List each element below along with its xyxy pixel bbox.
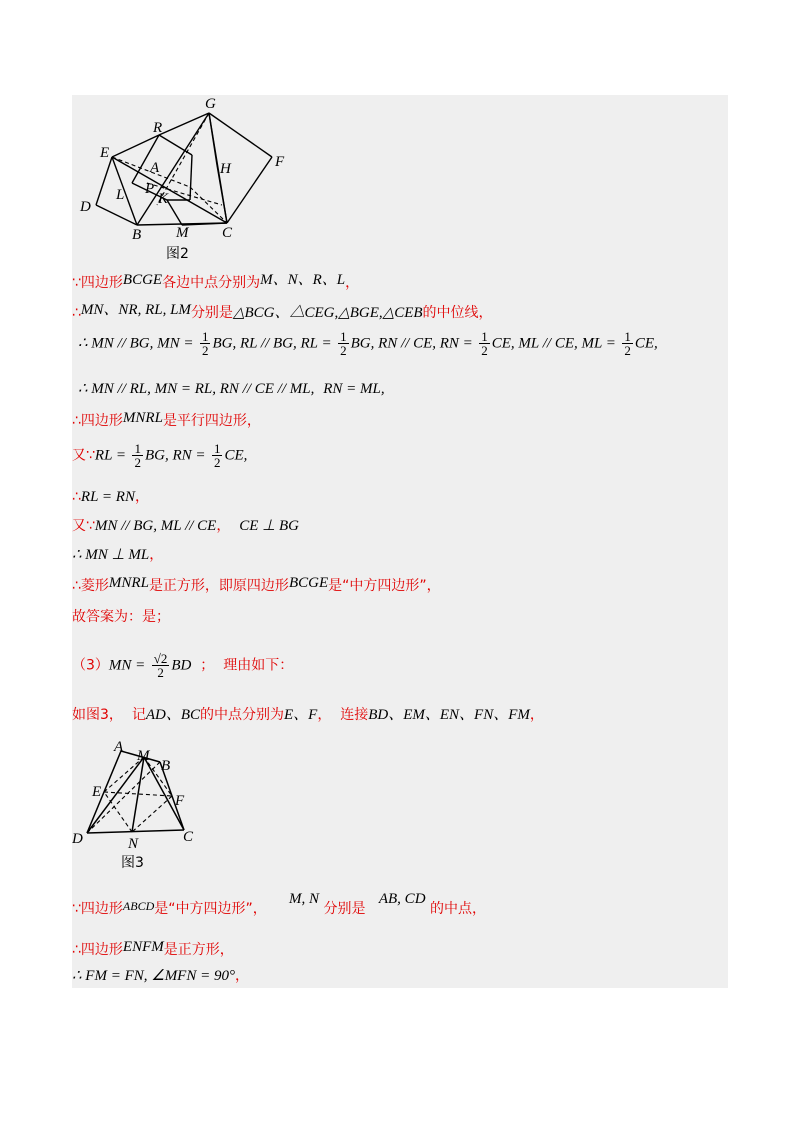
fraction: $\frac{1}{2}$ xyxy=(481,329,488,358)
math: BCGE xyxy=(288,575,329,591)
fig2-label-b: B xyxy=(132,227,142,243)
fig3-label-d: D xyxy=(72,831,83,847)
text: ∴ xyxy=(72,305,81,321)
math: ∴ MN ⊥ ML xyxy=(72,547,150,563)
text: （3） xyxy=(72,657,109,674)
text: 各边中点分别为 xyxy=(162,275,261,291)
fig3-label-b: B xyxy=(161,758,171,774)
text: 是“中方四边形”， xyxy=(328,578,441,594)
text: 分别是 xyxy=(190,305,233,321)
text: ， xyxy=(529,707,544,723)
text: ， xyxy=(317,707,332,723)
fig2-label-d: D xyxy=(80,199,91,215)
math: ABCD xyxy=(122,899,155,913)
line-3 xyxy=(78,330,658,357)
text: 又∵ xyxy=(72,518,95,534)
line-12 xyxy=(72,652,293,679)
math: AD、BC xyxy=(145,707,200,723)
line-14 xyxy=(72,891,486,918)
math: BG, RL // BG, RL = xyxy=(212,335,332,352)
fraction: $\frac{√2}{2}$ xyxy=(153,651,168,680)
text: 是正方形， xyxy=(163,942,234,958)
text: 分别是 xyxy=(323,901,366,917)
line-4 xyxy=(78,380,385,398)
math: CE, ML // CE, ML = xyxy=(491,335,616,352)
math: CE, xyxy=(634,335,658,352)
line-8 xyxy=(72,517,299,535)
fig2-label-l: L xyxy=(116,187,125,203)
math: BD xyxy=(171,657,192,674)
math: MNRL xyxy=(108,575,149,591)
text: 记 xyxy=(131,707,146,723)
fig2-label-a: A xyxy=(150,160,160,176)
math: MN // BG, ML // CE xyxy=(94,518,217,534)
math: RL = xyxy=(94,447,127,464)
line-7 xyxy=(72,488,149,506)
fig2-label-m: M xyxy=(176,225,189,241)
text: ， xyxy=(345,275,360,291)
math: ∴ FM = FN, ∠MFN = 90° xyxy=(72,968,235,984)
fig3-label-n: N xyxy=(128,836,139,850)
math: M、N、R、L xyxy=(260,272,346,288)
fig2-label-c: C xyxy=(222,225,233,241)
fig2-label-f: F xyxy=(275,154,285,170)
math: BG, RN = xyxy=(144,447,206,464)
math: ∴ MN // BG, MN = xyxy=(78,335,194,352)
math: MN = xyxy=(108,657,146,674)
math: △BCG、△CEG,△BGE,△CEB xyxy=(232,305,423,321)
fraction: $\frac{1}{2}$ xyxy=(134,441,141,470)
text: 的中点， xyxy=(429,901,486,917)
text: 连接 xyxy=(340,707,369,723)
line-10 xyxy=(72,577,441,595)
text: 是平行四边形， xyxy=(162,413,261,429)
text: ∴菱形 xyxy=(72,578,109,594)
math: RN = ML, xyxy=(323,381,385,397)
text: 的中位线， xyxy=(422,305,493,321)
text: ∴ xyxy=(72,489,81,505)
math: BD、EM、EN、FN、FM xyxy=(368,707,530,723)
text: 故答案为：是； xyxy=(72,609,170,625)
fraction: $\frac{1}{2}$ xyxy=(201,329,209,358)
text: 如图3， xyxy=(72,707,123,723)
math: M, N xyxy=(289,891,320,907)
math: CE ⊥ BG xyxy=(239,518,299,534)
fig2-label-e: E xyxy=(100,145,110,161)
figure-2-caption: 图2 xyxy=(166,246,189,262)
math: BG, RN // CE, RN = xyxy=(350,335,473,352)
math: ∴ MN // RL, MN = RL, RN // CE // ML, xyxy=(78,381,315,397)
math: MNRL xyxy=(122,410,163,426)
line-6 xyxy=(72,442,247,469)
text: ， xyxy=(234,968,249,984)
math: ENFM xyxy=(122,939,164,955)
fig3-label-m: M xyxy=(137,748,150,764)
math: CE, xyxy=(224,447,248,464)
text: ， xyxy=(134,489,149,505)
text: ∵四边形 xyxy=(72,901,123,917)
line-2 xyxy=(72,304,493,322)
text: ∵四边形 xyxy=(72,275,123,291)
figure-3 xyxy=(72,740,212,850)
text: 又∵ xyxy=(72,447,95,464)
math: MN、NR, RL, LM xyxy=(80,302,191,318)
line-16 xyxy=(72,967,249,985)
fig3-label-c: C xyxy=(183,829,194,845)
fraction: $\frac{1}{2}$ xyxy=(624,329,631,358)
fig2-label-k: K xyxy=(158,191,169,207)
line-13 xyxy=(72,706,544,724)
math: AB, CD xyxy=(378,891,426,907)
text: 是“中方四边形”， xyxy=(154,901,267,917)
math: E、F xyxy=(284,707,318,723)
math: BCGE xyxy=(122,272,163,288)
fraction: $\frac{1}{2}$ xyxy=(213,441,221,470)
fig3-label-a: A xyxy=(114,740,124,755)
text: 的中点分别为 xyxy=(200,707,284,723)
figure-3-caption: 图3 xyxy=(121,855,144,871)
text: ， xyxy=(149,547,164,563)
fig2-label-r: R xyxy=(153,120,163,136)
text: ∴四边形 xyxy=(72,413,123,429)
text: ， xyxy=(216,518,231,534)
line-11 xyxy=(72,608,170,626)
line-9 xyxy=(72,546,163,564)
fig2-label-p: P xyxy=(145,181,155,197)
line-15 xyxy=(72,941,234,959)
figure-2 xyxy=(72,95,302,265)
fig2-label-h: H xyxy=(220,161,231,177)
text: 是正方形，即原四边形 xyxy=(148,578,289,594)
fig3-label-f: F xyxy=(175,793,185,809)
fig3-label-e: E xyxy=(92,784,102,800)
text: ； xyxy=(200,657,215,674)
math: RL = RN xyxy=(80,489,135,505)
line-1 xyxy=(72,274,359,292)
line-5 xyxy=(72,412,261,430)
text: 理由如下： xyxy=(223,657,294,674)
fig2-label-g: G xyxy=(205,96,216,112)
text: ∴四边形 xyxy=(72,942,123,958)
fraction: $\frac{1}{2}$ xyxy=(340,329,347,358)
